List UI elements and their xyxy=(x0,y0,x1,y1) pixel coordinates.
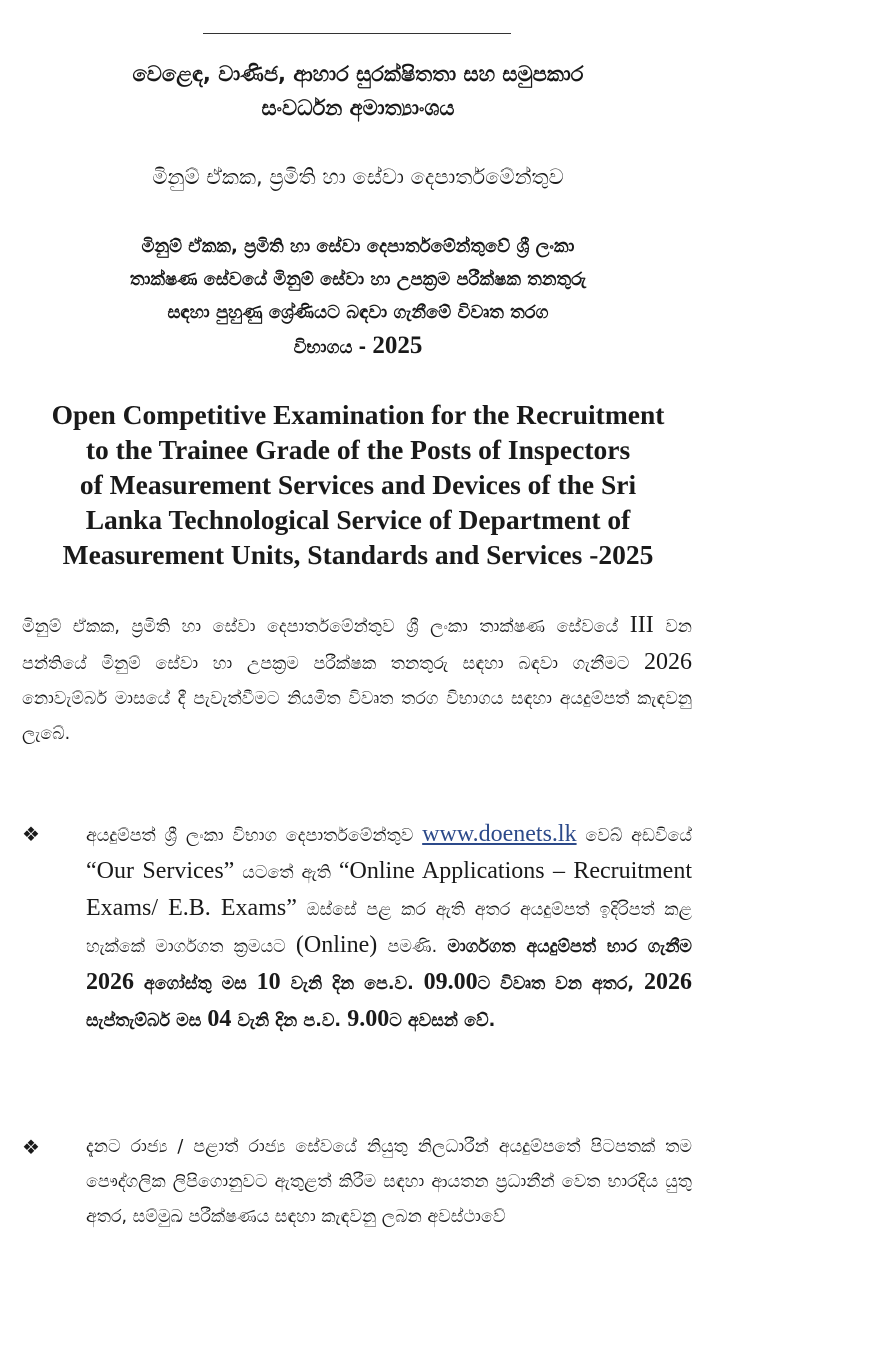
sinhala-exam-title xyxy=(20,230,696,364)
b1-bold-time-2: 9.00 xyxy=(347,1006,390,1032)
b1-part-4: ඔස්සේ පළ කර ඇති අතර අයදුම්පත් ඉදිරිපත් කළ හැක්කේ මාර්ගගත ක්‍රමයට xyxy=(86,900,692,957)
b1-bold-time-1: 09.00 xyxy=(423,969,478,995)
si-title-line-1: මිනුම් ඒකක, ප්‍රමිති හා සේවා දෙපාර්තමේන්තුවේ ශ්‍රී ලංකා xyxy=(141,236,575,257)
intro-paragraph xyxy=(22,608,692,752)
si-title-line-2: තාක්ෂණ සේවයේ මිනුම් සේවා හා උපක්‍රම පරීක්ෂක තනතුරු xyxy=(129,269,587,290)
si-title-year: 2025 xyxy=(372,332,423,359)
b1-online: (Online) xyxy=(295,932,378,958)
b1-bold-day-2: 04 xyxy=(207,1006,232,1032)
top-divider xyxy=(203,33,511,34)
b1-bold-6: වැනි දින ප.ව. xyxy=(231,1011,348,1031)
en-title-line-2: to the Trainee Grade of the Posts of Inspectors xyxy=(85,434,631,465)
bullet-diamond-icon: ❖ xyxy=(22,1135,40,1159)
b1-part-3: යටතේ ඇති xyxy=(234,863,339,883)
b1-part-5: පමණි. xyxy=(377,937,448,957)
ministry-heading xyxy=(20,57,696,125)
b1-our-services: “Our Services” xyxy=(86,858,235,884)
bullet-2-text: දැනට රාජ්‍ය / පළාත් රාජ්‍ය සේවයේ නියුතු නිලධාරීන් අයදුම්පතේ පිටපතක් තම පෞද්ගලික ලිපිගොනුවට ඇතුළත් කිරීම සඳහා ආයතන ප්‍රධානීන් වෙත භාරදිය යුතු අතර, සම්මුඛ පරීක්ෂණය සඳහා කැඳවනු ලබන අවස්ථාවේ xyxy=(86,1137,692,1227)
ministry-line-2: සංවර්ධන අමාත්‍යාංශය xyxy=(261,96,455,120)
bullet-1-text xyxy=(86,817,692,1039)
b1-online-applications: “Online Applications – Recruitment Exams/ E.B. Exams” xyxy=(86,858,692,921)
b1-bold-year-1: 2026 xyxy=(86,969,134,995)
en-title-line-5: Measurement Units, Standards and Services -2025 xyxy=(62,539,654,570)
si-title-line-3: සඳහා පුහුණු ශ්‍රේණියට බඳවා ගැනීමේ විවෘත තරග xyxy=(167,302,549,323)
intro-part-3: නොවැම්බර් මාසයේ දී පැවැත්වීමට නියමිත විවෘත තරග විභාගය සඳහා අයදුම්පත් කැඳවනු ලැබේ. xyxy=(22,689,692,744)
b1-bold-1: මාර්ගගත අයදුම්පත් භාර ගැනීම xyxy=(447,937,692,957)
b1-bold-5: සැප්තැම්බර් මස xyxy=(86,1011,208,1031)
en-title-line-3: of Measurement Services and Devices of the Sri xyxy=(79,469,637,500)
b1-part-2: වෙබ් අඩවියේ xyxy=(576,826,693,846)
en-title-line-1: Open Competitive Examination for the Recruitment xyxy=(51,399,665,430)
b1-bold-7: ට අවසන් වේ. xyxy=(389,1011,496,1031)
intro-class: III xyxy=(629,612,654,638)
b1-bold-3: වැනි දින පෙ.ව. xyxy=(280,974,424,994)
doenets-link[interactable]: www.doenets.lk xyxy=(422,821,577,847)
ministry-line-1: වෙළෙඳ, වාණිජ, ආහාර සුරක්ෂිතතා සහ සමුපකාර xyxy=(132,62,584,86)
intro-year: 2026 xyxy=(644,649,692,675)
department-heading: මිනුම් ඒකක, ප්‍රමිති හා සේවා දෙපාර්තමේන්තුව xyxy=(152,165,564,189)
si-title-line-4 xyxy=(20,329,696,364)
english-exam-title xyxy=(22,397,694,572)
b1-bold-4: ට විවෘත වන අතර, xyxy=(477,974,644,994)
b1-part-1: අයදුම්පත් ශ්‍රී ලංකා විභාග දෙපාර්තමේන්තුව xyxy=(86,826,423,846)
b1-bold-day-1: 10 xyxy=(256,969,281,995)
b1-bold-year-2: 2026 xyxy=(644,969,692,995)
b1-bold-2: අගෝස්තු මස xyxy=(134,974,257,994)
en-title-line-4: Lanka Technological Service of Department of xyxy=(85,504,631,535)
bullet-diamond-icon: ❖ xyxy=(22,822,40,846)
intro-part-1: මිනුම් ඒකක, ප්‍රමිති හා සේවා දෙපාර්තමේන්තුව ශ්‍රී ලංකා තාක්ෂණ සේවයේ xyxy=(22,617,630,637)
intro-part-2: වන පන්තියේ මිනුම් සේවා හා උපක්‍රම පරීක්ෂක තනතුරු සඳහා බඳවා ගැනීමට xyxy=(22,617,692,674)
si-title-word: විභාගය - xyxy=(293,337,373,358)
